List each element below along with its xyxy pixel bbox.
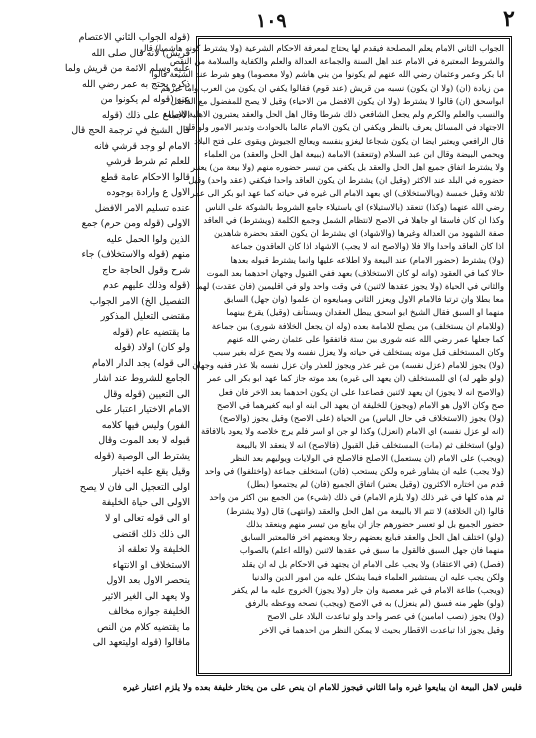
margin-text-line: مقتضى التعليل المذكور: [100, 311, 190, 323]
main-text-line: ولكن يجب عليه ان يستشير العلماء فيما يشكل عليه من امور الدين والدنيا: [251, 571, 504, 582]
margin-text-line: الاجماع على ذلك (قوله: [101, 109, 190, 121]
main-text-line: (ولا) يجوز للامام (عزل نفسه) من غير عذر ويجوز للعذر وان عزل نفسه بلا عذر ففيه وجهان: [192, 360, 504, 371]
main-text-line: صفة الشهود من العدالة وغيرها (والاشهاد) اي يشترط ان يكون العقد بحضرة شاهدين: [213, 228, 504, 239]
main-text-line: الجواب الثاني الامام يعلم المصلحة فيقدم لها يحتاج لمعرفة الاحكام الشرعية (ولا يشترط كونه هاشميا) قال: [140, 43, 504, 53]
main-text-line: والشروط المعتبرة في الامام عند اهل السنة والجماعة العدالة والعلم والكفاية والسلامة من النقص: [169, 56, 504, 67]
main-text-line: (ويجب) طاعة الامام في غير معصية وان جار (ولا يجوز) الخروج عليه ما لم يكفر: [231, 584, 504, 595]
main-text-line: وكان المستخلف قبل موته يستخلف في حياته ولا يعزل نفسه ولا يصح عزله بغير سبب: [212, 347, 504, 358]
margin-text-line: وقيل يقع عليه اختيار: [112, 466, 190, 478]
main-text-line: صح وكان الاول هو الامام (ويجوز) للخليفة ان يعهد الى ابنه او ابيه كغيرهما في الاصح: [216, 399, 504, 410]
main-text-line: (فصل) (في الاعتقاد) ولا يجب على الامام ان يجتهد في الاحكام بل له ان يقلد: [241, 558, 504, 569]
main-text-line: منهما فان جهل السبق فالقول ما سبق في عقدها لاثنين (والله اعلم) بالصواب: [239, 545, 504, 556]
main-text-line: (انه لو عزل نفسه) اي الامام (انعزل) وكذا لو جن او اسر فلم يرج خلاصه ولا يعود بالافاقة: [200, 426, 504, 437]
margin-text-line: الجامع للشروط عند اشار: [93, 373, 190, 385]
margin-text-line: ذكره يحتج به عمر رضي الله: [82, 78, 190, 90]
margin-text-line: الاولى الى حياة الخليفة: [101, 497, 190, 509]
main-text-line: (ويجب) على الامام (ان يستعمل) الاصلح فالاصلح في الولايات ويوليهم بعد النظر: [230, 452, 504, 463]
main-text-line: الاجتهاد في المسائل يعرف بالنظر ويكفي ان يكون الامام عالما بالحوادث وتدبير الامور ولو قلد: [184, 122, 504, 133]
main-text-line: قالوا (ان الخلافة) لا تتم الا بالبيعة من اهل الحل والعقد (وانتهى) قال (ولا يشترط): [226, 505, 504, 516]
main-text-line: (والاصح انه لا يجوز) ان يعهد لاثنين فصاعدا على ان يكون احدهما بعد الاخر فان فعل: [218, 386, 504, 397]
main-text-line: كما جعلها عمر رضي الله عنه شورى بين ستة فاتفقوا على عثمان رضي الله عنهم: [226, 333, 504, 344]
margin-text-line: شرح وقول الحاجة حاج: [102, 264, 190, 276]
main-text-line: والنسب والعلم والكرم ولم يجعل الشافعي ذلك شرطا وقال اهل الحل والعقد يعتبرون الاهلية للامامة: [162, 109, 504, 120]
main-text-line: ثم هذه كلها في غير ذلك (ولا يلزم الامام) في ذلك (شيء) من الجمع بين اكثر من واحد: [209, 492, 504, 503]
main-text-line: (ولا يجب) عليه ان يشاور غيره ولكن يستحب (فان) استخلف جماعة (واختلفوا) في واحد: [204, 466, 504, 476]
margin-text-line: ما يقتضيه عام (قوله: [112, 326, 190, 338]
margin-text-line: الخليفة جوازه مخالف: [108, 606, 190, 618]
main-text-line: ويحمي البيضة وقال ابن عبد السلام (وتنعقد) الامامة (ببيعة اهل الحل والعقد) من العلماء: [204, 148, 504, 159]
main-text-line: والثاني في الحياة (ولا يجوز عقدها لاثنين) في وقت واحد ولو في اقليمين (فان عقدت) لهما: [195, 280, 504, 291]
margin-text-line: ما يقتضيه كلام من النص: [97, 621, 190, 633]
main-text-line: ولا يشترط اتفاق جميع اهل الحل والعقد بل يكفي من تيسر حضوره منهم (ولا بيعة من) يعتبر: [190, 161, 504, 172]
main-text-line: معا بطلا وان ترتبا فالامام الاول ويعزر الثاني ومبايعوه ان علموا (وان جهل) السابق: [224, 294, 504, 305]
margin-text-line: التفصيل الخ) الامر الجواب: [89, 295, 190, 307]
margin-text-line: منهم (قوله والاستخلاف) جاء: [81, 249, 190, 261]
margin-text-line: ولو كان) اولاد (قوله: [114, 342, 190, 354]
margin-text-line: او الى قوله تعالى او لا: [105, 512, 190, 524]
margin-text-line: اولى التعجيل الى فان لا يصح: [79, 481, 190, 493]
margin-text-line: الاستخلاف او الانتهاء: [112, 559, 190, 571]
margin-text-line: الاول ع وارادة بوجوده: [106, 187, 190, 199]
margin-text-line: قبوله لا بعد الموت وقال: [98, 435, 190, 447]
main-text-line: حضور الجميع بل لو تعسر حضورهم جاز ان يبايع من تيسر منهم وينعقد بذلك: [245, 518, 504, 529]
main-text-line: (ولو) اختلف اهل الحل والعقد فبايع بعضهم رجلا وبعضهم اخر فالمعتبر السابق: [241, 532, 504, 543]
page-number: ١٠٩: [256, 10, 287, 32]
page-mark: ٢: [503, 6, 515, 32]
margin-text-line: قال الشيخ في ترجمة الحج قال: [71, 125, 190, 137]
margin-text-line: الفور) وليس فيها كلامه: [101, 419, 190, 431]
margin-text-line: قريش) لانه قال صلى الله: [91, 47, 190, 59]
margin-text-line: ولا يعهد الى الغير الاثير: [102, 590, 190, 602]
main-text-line: حضوره في البلد عند الاكثر (وقيل ان) يشترط ان يكون العاقد واحدا فيكفي (عقد واحد) وقيل: [188, 175, 504, 186]
main-text-line: (وللامام ان يستخلف) من يصلح للامامة بعده (وله ان يجعل الخلافة شورى) بين جماعة: [211, 320, 504, 331]
main-text-line: اذا كان العاقد واحدا والا فلا (والاصح انه لا يجب) الاشهاد اذا كان العاقدون جماعة: [230, 241, 504, 252]
margin-text-line: عنده تسليم الامر الافضل: [94, 202, 190, 214]
main-text-line: (ولو ظهر له) اي للمستخلف (ان يعهد الى غيره) بعد موته جاز كما عهد ابو بكر الى عمر: [207, 373, 504, 384]
main-text-line: من زيادة (ان) (ولا ان يكون) نسبه من قريش (عند قوم) فقالوا يكفي ان يكون من العرب واما غيرهم: [160, 82, 504, 93]
main-text-line: (ولا) يشترط (حضور الامام) عند البيعة ولا اطلاعه عليها وانما يشترط قبوله بعدها: [230, 254, 504, 265]
main-text-line: وكذا ان كان فاسقا او جاهلا في الاصح لانتظام الشمل وجمع الكلمة (ويشترط) في العاقد: [203, 214, 504, 225]
margin-text-line: الخليفة ولا تعلقه اذ: [117, 544, 190, 556]
margin-text-line: ماقالوا (قوله اوليتعهد الى: [92, 637, 190, 649]
main-text-line: (ولو) استخلف ثم (مات) المستخلف قبل القبول (فالاصح) انه لا ينعقد الا بالبيعة: [236, 439, 504, 450]
margin-text-line: الى قوله) يجد الدار الامام: [92, 357, 190, 369]
main-text-line: ابواسحق (ان) قالوا لا يشترط (ولا ان يكون الافضل من الاحياء) وقيل لا يصح للمفضول مع الفاضل: [170, 95, 504, 106]
margin-text-line: الى ذلك ذلك اقتضى: [112, 528, 190, 540]
margin-text-line: للعلم ثم شرط قرشي: [106, 156, 190, 168]
main-text-line: (ولا) يجوز (نصب امامين) في عصر واحد ولو تباعدت البلاد على الاصح: [267, 611, 504, 622]
main-text-line: (ولو) ظهر منه فسق (لم ينعزل) به في الاصح (ويجب) نصحه ووعظه بالرفق: [245, 598, 504, 609]
catchword-line: فليس لاهل البيعة ان يبايعوا غيره واما الثاني فيجوز للامام ان ينص على من يختار خليفة بعده ولا يلزم اعتبار غيره: [122, 683, 522, 693]
margin-text-line: الى التعيين (قوله وقال: [103, 388, 190, 400]
margin-text-line: قالوا الاحكام عامة قطع: [100, 171, 190, 183]
margin-text-line: يشترط الى الوصية (قوله: [93, 450, 190, 462]
main-text-line: وقيل يجوز اذا تباعدت الاقطار بحيث لا يمكن النظر من احدهما في الاخر: [259, 624, 504, 635]
main-text-line: (ولا) يجوز (الاستخلاف في حال الياس) من الحياة (على الاصح) وقيل يجوز (والاصح): [219, 413, 504, 424]
main-text-line: قدم من اختاره الاكثرون (وقيل يعتبر) اتفاق الجميع (فان) لم يجتمعوا (بطل): [246, 479, 504, 490]
main-text-line: حالا كما في العقود (وانه لو كان الاستخلاف) بعهد ففي القبول وجهان احدهما بعد الموت: [206, 267, 504, 278]
margin-text-line: ينحصر الاول بعد الاول: [106, 575, 190, 587]
main-text-line: قال الرافعي ويعتبر ايضا ان يكون شجاعا ليغزو بنفسه ويعالج الجيوش ويقوى على فتح البلاد: [193, 135, 504, 146]
main-text-line: ثلاثة وقيل خمسة (وبالاستخلاف) اي بعهد الامام الى غيره في حياته كما عهد ابو بكر الى عمر: [190, 188, 504, 199]
margin-text-line: الذين ولوا الحمل عليه: [106, 233, 190, 245]
margin-text-line: عليه وسلم الائمة من قريش ولما: [64, 63, 190, 75]
main-text-line: رضي الله عنهما (وكذا) تنعقد (بالاستيلاء) اي باستيلاء جامع الشروط بالشوكة على الناس: [205, 201, 504, 212]
margin-text-line: الامام لو وجد قرشي فانه: [94, 140, 190, 152]
margin-commentary: [10, 30, 190, 678]
margin-text-line: (قوله وذلك عليهم عدم: [103, 280, 190, 292]
main-text-line: منهما او السبق فقال الشيخ ابو اسحق يبطل العقدان ويستأنف (وقيل) يقرع بينهما: [226, 307, 504, 318]
margin-text-line: (قوله الجواب الثاني الاعتصام: [78, 32, 190, 43]
margin-text-line: الامام الاختيار اعتبار على: [95, 404, 190, 416]
margin-text-line: عنه (قوله لم يكونوا من: [100, 94, 190, 106]
main-text-line: ابا بكر وعمر وعثمان رضي الله عنهم لم يكونوا من بني هاشم (ولا معصوما) وهو شرط عند الشيعة قالوا: [151, 69, 504, 80]
margin-text-line: الاولى (قوله ومن حرم) جمع: [81, 218, 190, 230]
